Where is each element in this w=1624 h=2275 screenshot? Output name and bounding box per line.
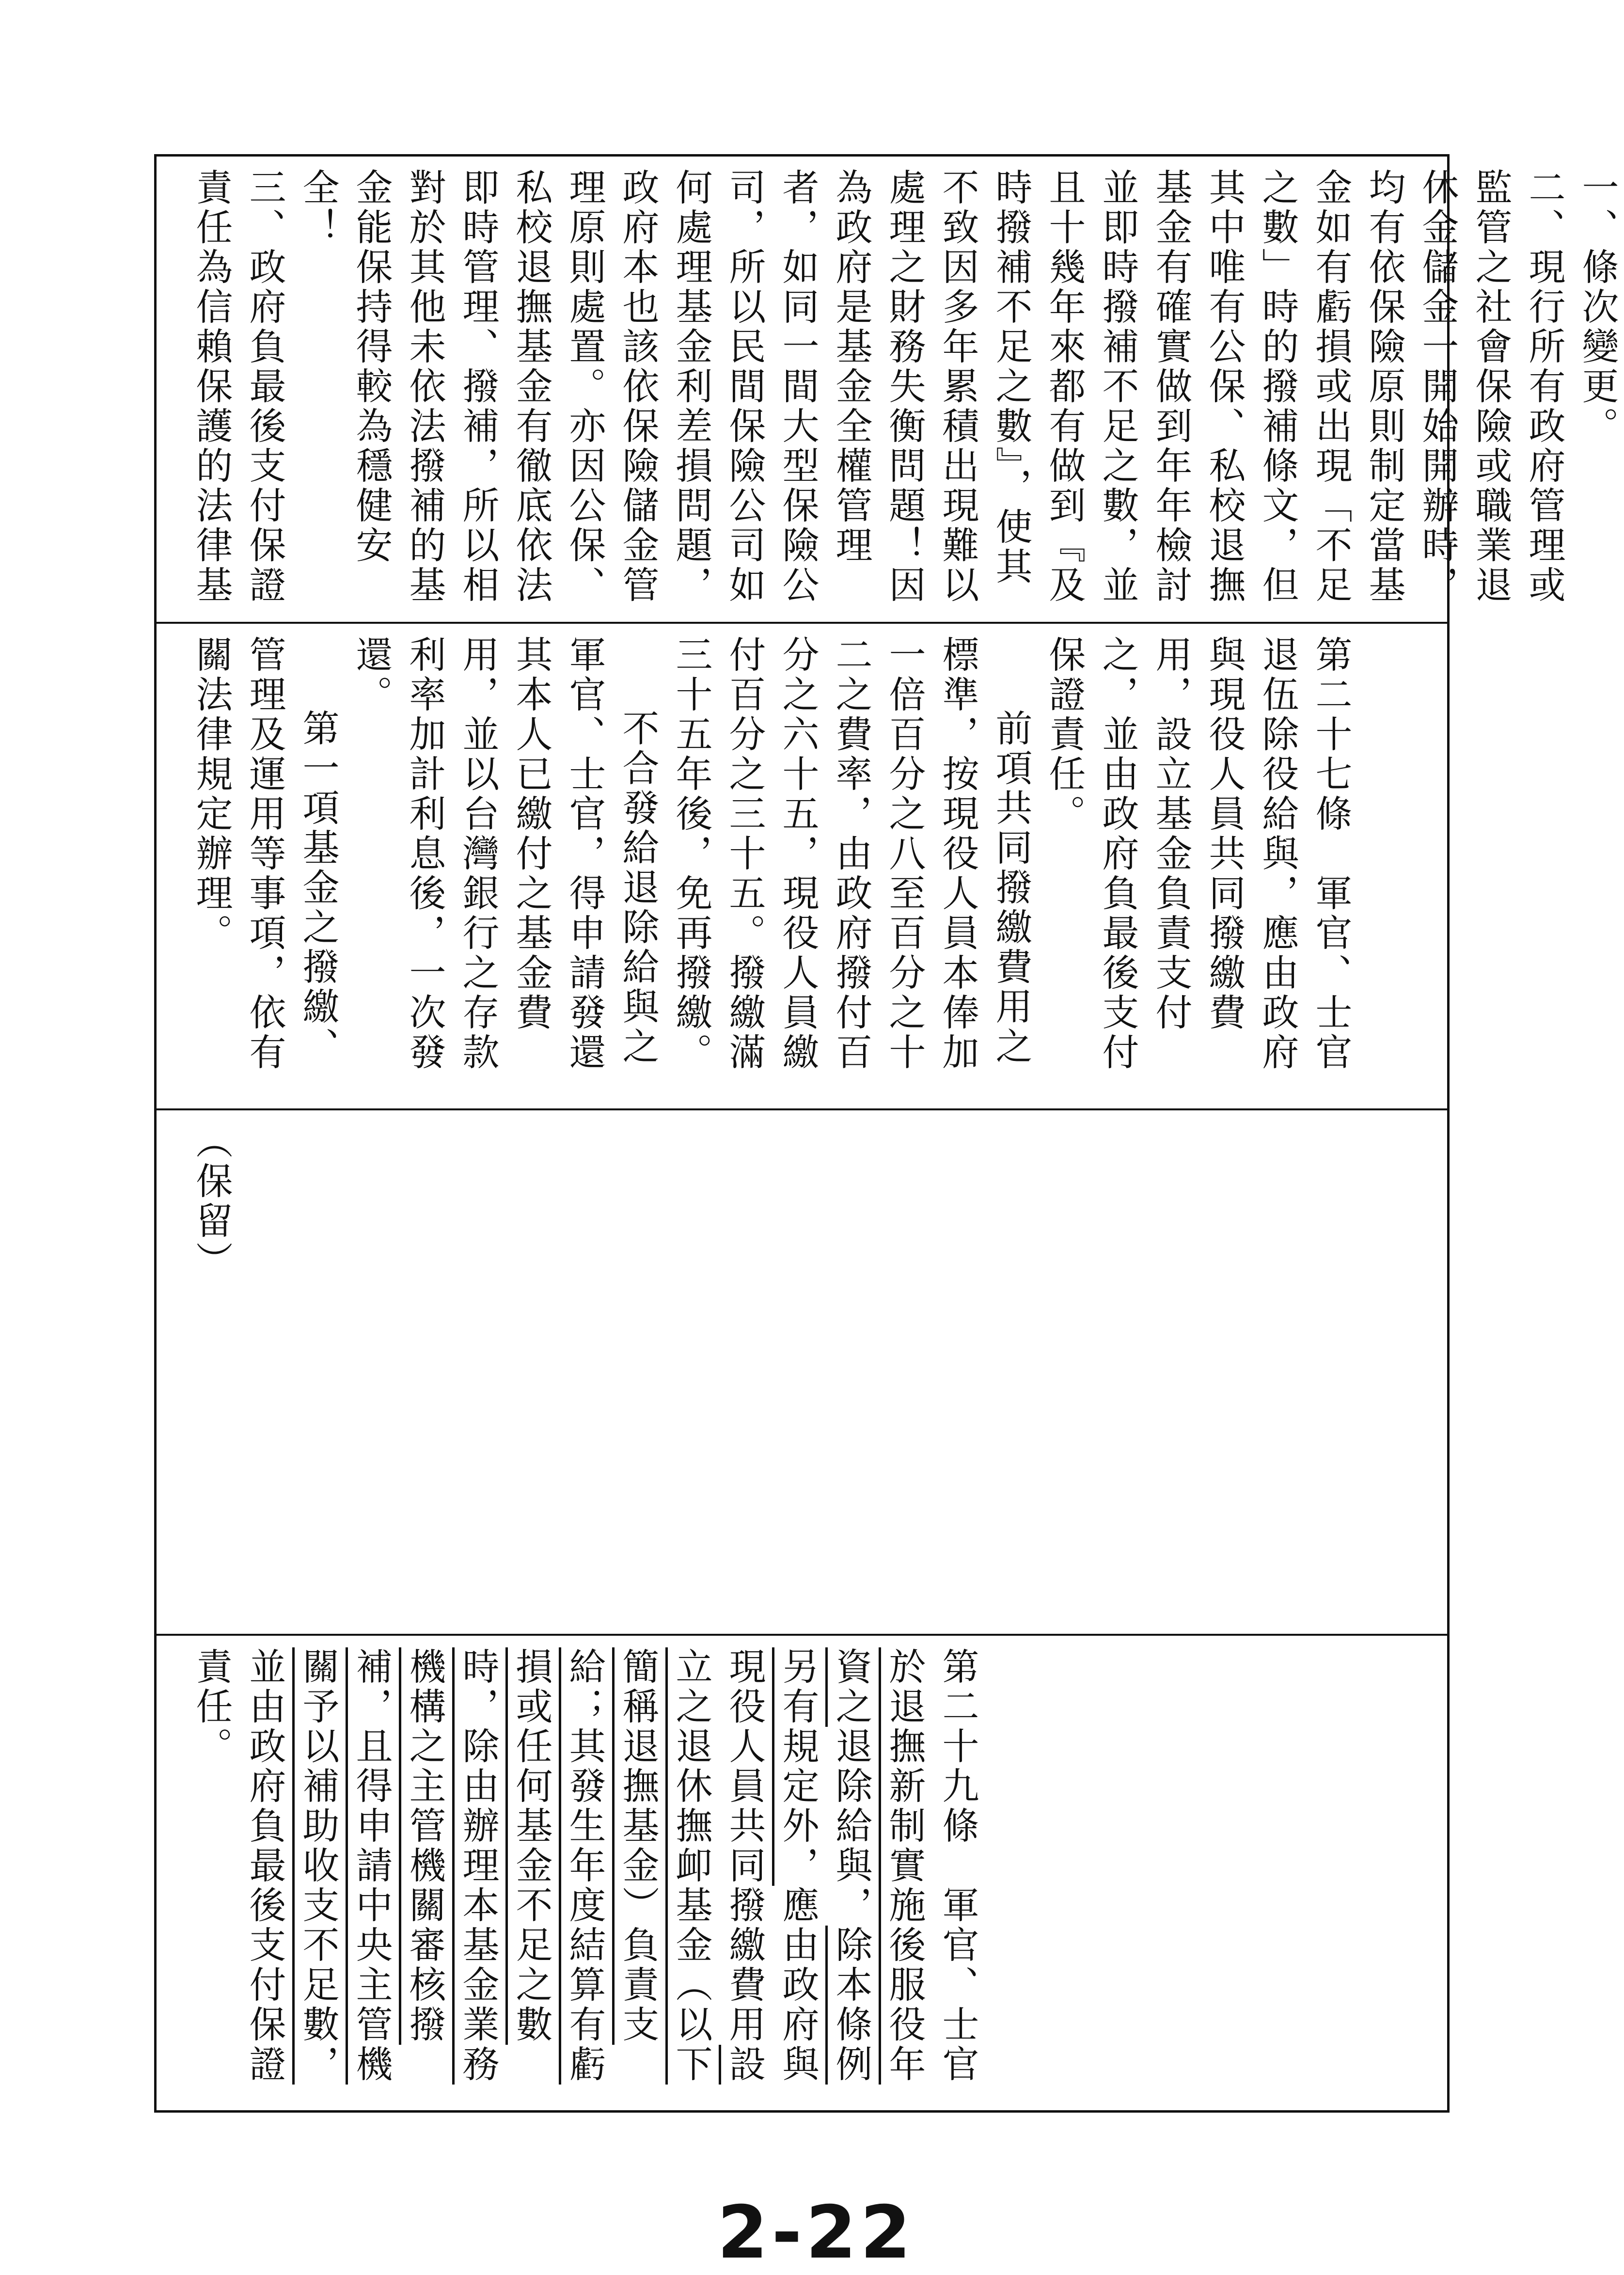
- underlined-text-3: 設立之退休撫卹基金（以下簡稱退撫基金）負責支給；其發生年度結算有虧損或任何基金不足之數時，除由辦理本基金業務機構之主管機關審核撥補，且得申請中央主管機關予以補助收支不足數，: [297, 1647, 766, 2085]
- explanation-item-1: 一、條次變更。: [1576, 168, 1619, 446]
- proposed-article-text: [185, 1647, 984, 2092]
- comparison-table: [154, 154, 1619, 2113]
- proposed-article-cell: [165, 1636, 1441, 2103]
- underlined-text-2: 除本條例另有規定外，: [776, 1647, 873, 2085]
- plain-text-3: 並由政府負最後支付保證責任。: [190, 1647, 286, 2085]
- article-29-title: 第二十九條 軍官、士官: [936, 1647, 979, 2085]
- current-article-text: [185, 635, 1357, 1097]
- plain-text-2: 應由政府與現役人員共同撥繳費用: [723, 1647, 820, 2085]
- article-27-para-4: 第一項基金之撥繳、管理及運用等事項，依有關法律規定辦理。: [190, 635, 340, 1073]
- reserved-text: [185, 1122, 238, 1622]
- article-27-title: 第二十七條 軍官、士官退伍除役給與，應由政府與現役人員共同撥繳費用，設立基金負責支付之，並由政府負最後支付保證責任。: [1043, 635, 1353, 1073]
- explanation-cell: [165, 157, 1619, 622]
- reserved-label: （保留）: [190, 1122, 233, 1281]
- handwritten-page-number: 2-22: [717, 2191, 915, 2275]
- plain-text-1: 退除給與，: [830, 1727, 873, 1926]
- article-27-para-2: 前項共同撥繳費用之標準，按現役人員本俸加一倍百分之八至百分之十二之費率，由政府撥付百分之六十五，現役人員繳付百分之三十五。撥繳滿三十五年後，免再撥繳。: [670, 635, 1033, 1073]
- current-article-cell: [165, 624, 1441, 1108]
- explanation-item-2: 二、現行所有政府管理或監管之社會保險或職業退休金儲金一開始開辦時，均有依保險原則制定當基金如有虧損或出現「不足之數」時的撥補條文，但其中唯有公保、私校退撫基金有確實做到年年檢討並即時撥補不足之數，並且十幾年來都有做到『及時撥補不足之數』，使其不致因多年累積出現難以處理之財務失衡問題！因為政府是基金全權管理者，如同一間大型保險公司，所以民間保險公司如何處理基金利差損問題，政府本也該依保險儲金管理原則處置。亦因公保、私校退撫基金有徹底依法即時管理、撥補，所以相對於其他未依法撥補的基金能保持得較為穩健安全！: [297, 168, 1566, 605]
- article-27-para-3: 不合發給退除給與之軍官、士官，得申請發還其本人已繳付之基金費用，並以台灣銀行之存款利率加計利息後，一次發還。: [350, 635, 660, 1073]
- reserved-cell: [165, 1110, 1441, 1634]
- explanation-text: [185, 168, 1624, 610]
- underlined-text-1: 於退撫新制實施後服役年資之: [830, 1647, 926, 2085]
- explanation-item-3: 三、政府負最後支付保證責任為信賴保護的法律基: [190, 168, 286, 605]
